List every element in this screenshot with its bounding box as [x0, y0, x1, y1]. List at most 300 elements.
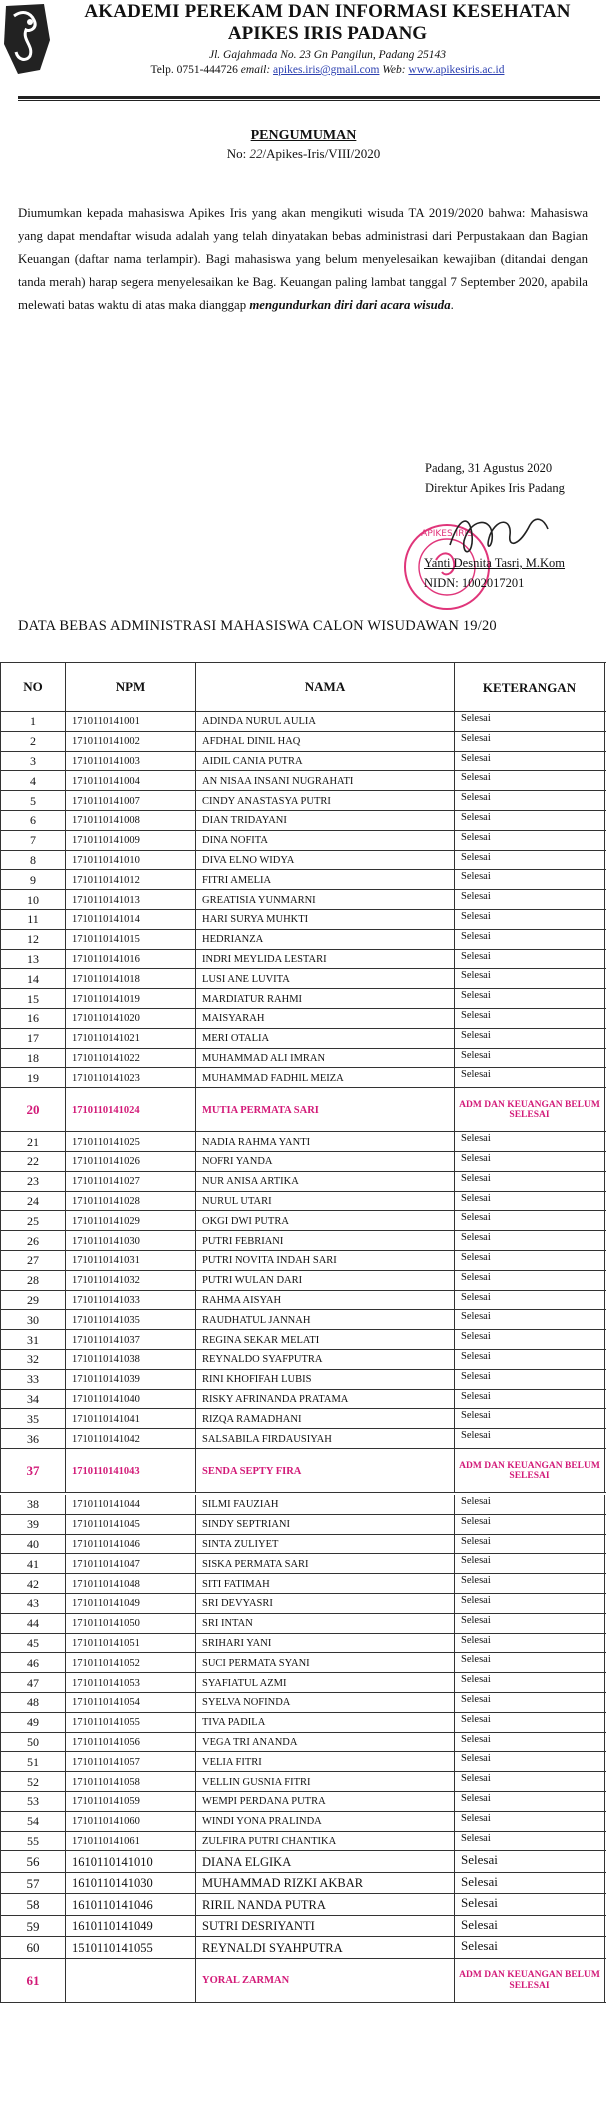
- cell-npm: 1710110141035: [66, 1310, 196, 1330]
- cell-keterangan: Selesai: [455, 1937, 605, 1959]
- table-row: [0, 930, 607, 950]
- cell-keterangan: Selesai: [455, 1772, 605, 1792]
- cell-keterangan: Selesai: [455, 1693, 605, 1713]
- cell-nama: DIVA ELNO WIDYA: [196, 851, 455, 871]
- cell-keterangan: Selesai: [455, 831, 605, 851]
- row-border: [0, 1492, 606, 1493]
- cell-keterangan: Selesai: [455, 989, 605, 1009]
- cell-npm: 1710110141041: [66, 1409, 196, 1429]
- cell-nama: DINA NOFITA: [196, 831, 455, 851]
- cell-no: 37: [0, 1449, 66, 1493]
- cell-nama: MUHAMMAD ALI IMRAN: [196, 1049, 455, 1069]
- cell-nama: MAISYARAH: [196, 1009, 455, 1029]
- cell-nama: YORAL ZARMAN: [196, 1959, 455, 2003]
- table-row: [0, 1495, 607, 1515]
- cell-no: 35: [0, 1409, 66, 1429]
- cell-nama: SALSABILA FIRDAUSIYAH: [196, 1429, 455, 1449]
- cell-nama: MERI OTALIA: [196, 1029, 455, 1049]
- announcement-title: PENGUMUMAN: [250, 128, 357, 143]
- table-row: [0, 1673, 607, 1693]
- cell-keterangan: Selesai: [455, 1851, 605, 1873]
- cell-npm: 1710110141037: [66, 1330, 196, 1350]
- table-row: [0, 989, 607, 1009]
- table-row: [0, 1653, 607, 1673]
- cell-no: 13: [0, 950, 66, 970]
- body-text: Diumumkan kepada mahasiswa Apikes Iris yang akan mengikuti wisuda TA 2019/2020 bahwa: Mahasiswa yang dapat mendaftar wisuda adalah yang telah dinyatakan bebas administrasi dari Perpustakaan dan Bagian Keuangan (daftar nama terlampir). Bagi mahasiswa yang belum menyelesaikan kewajiban (ditandai dengan tanda merah) harap segera menyelesaikan ke Bag. Keuangan paling lambat tanggal 7 September 2020, apabila melewati batas waktu di atas maka dianggap: [18, 206, 588, 312]
- table-row: [0, 1916, 607, 1938]
- cell-nama: RINI KHOFIFAH LUBIS: [196, 1370, 455, 1390]
- cell-keterangan: Selesai: [455, 1752, 605, 1772]
- table-row: [0, 1009, 607, 1029]
- cell-npm: 1710110141050: [66, 1614, 196, 1634]
- cell-npm: 1710110141018: [66, 969, 196, 989]
- cell-npm: 1710110141010: [66, 851, 196, 871]
- cell-no: 52: [0, 1772, 66, 1792]
- cell-npm: 1510110141055: [66, 1937, 196, 1959]
- table-row: [0, 1713, 607, 1733]
- table-row: [0, 791, 607, 811]
- cell-keterangan: Selesai: [455, 1152, 605, 1172]
- cell-no: 8: [0, 851, 66, 871]
- table-row: [0, 771, 607, 791]
- cell-nama: SRI INTAN: [196, 1614, 455, 1634]
- cell-nama: ZULFIRA PUTRI CHANTIKA: [196, 1832, 455, 1852]
- number-handwritten: 22: [249, 146, 263, 161]
- cell-nama: SINDY SEPTRIANI: [196, 1515, 455, 1535]
- cell-keterangan: Selesai: [455, 1673, 605, 1693]
- table-row: [0, 1752, 607, 1772]
- cell-npm: 1710110141056: [66, 1733, 196, 1753]
- cell-keterangan: Selesai: [455, 1832, 605, 1852]
- table-row: [0, 1310, 607, 1330]
- cell-keterangan: Selesai: [455, 1172, 605, 1192]
- cell-npm: 1710110141033: [66, 1291, 196, 1311]
- row-border: [0, 2002, 606, 2003]
- cell-nama: AFDHAL DINIL HAQ: [196, 732, 455, 752]
- cell-npm: [66, 1959, 196, 2003]
- cell-npm: 1710110141052: [66, 1653, 196, 1673]
- cell-npm: 1710110141020: [66, 1009, 196, 1029]
- cell-nama: RIRIL NANDA PUTRA: [196, 1894, 455, 1916]
- cell-npm: 1710110141045: [66, 1515, 196, 1535]
- table-row: [0, 1873, 607, 1895]
- signature-position: Direktur Apikes Iris Padang: [425, 481, 565, 495]
- cell-nama: SRI DEVYASRI: [196, 1594, 455, 1614]
- cell-no: 17: [0, 1029, 66, 1049]
- cell-nama: ADINDA NURUL AULIA: [196, 712, 455, 732]
- cell-no: 43: [0, 1594, 66, 1614]
- cell-nama: SENDA SEPTY FIRA: [196, 1449, 455, 1493]
- cell-nama: NOFRI YANDA: [196, 1152, 455, 1172]
- cell-keterangan: Selesai: [455, 890, 605, 910]
- table-row: [0, 1594, 607, 1614]
- letterhead-telp: Telp. 0751-444726: [150, 64, 238, 76]
- announcement-body: [18, 202, 588, 317]
- cell-no: 25: [0, 1211, 66, 1231]
- cell-npm: 1710110141058: [66, 1772, 196, 1792]
- cell-no: 54: [0, 1812, 66, 1832]
- table-row: [0, 1634, 607, 1654]
- table-row: [0, 1172, 607, 1192]
- table-row: [0, 1515, 607, 1535]
- cell-npm: NPM: [66, 662, 196, 712]
- cell-keterangan: KETERANGAN: [455, 662, 605, 712]
- cell-keterangan: Selesai: [455, 771, 605, 791]
- announcement-number: [0, 146, 607, 162]
- cell-keterangan: Selesai: [455, 1068, 605, 1088]
- cell-keterangan: Selesai: [455, 791, 605, 811]
- cell-keterangan: Selesai: [455, 1894, 605, 1916]
- cell-npm: 1710110141025: [66, 1132, 196, 1152]
- cell-nama: WINDI YONA PRALINDA: [196, 1812, 455, 1832]
- cell-no: 5: [0, 791, 66, 811]
- cell-keterangan: ADM DAN KEUANGAN BELUM SELESAI: [455, 1449, 605, 1493]
- cell-keterangan: Selesai: [455, 1812, 605, 1832]
- cell-no: 38: [0, 1495, 66, 1515]
- table-row: [0, 1832, 607, 1852]
- cell-nama: SISKA PERMATA SARI: [196, 1554, 455, 1574]
- cell-keterangan: Selesai: [455, 1495, 605, 1515]
- table-row: [0, 1429, 607, 1449]
- cell-npm: 1710110141030: [66, 1231, 196, 1251]
- cell-npm: 1710110141046: [66, 1535, 196, 1555]
- cell-keterangan: Selesai: [455, 1390, 605, 1410]
- number-suffix: /Apikes-Iris/VIII/2020: [262, 146, 381, 161]
- cell-keterangan: Selesai: [455, 1594, 605, 1614]
- cell-keterangan: Selesai: [455, 870, 605, 890]
- cell-npm: 1610110141049: [66, 1916, 196, 1938]
- cell-npm: 1710110141026: [66, 1152, 196, 1172]
- letterhead-address: Jl. Gajahmada No. 23 Gn Pangilun, Padang 25143: [208, 49, 447, 61]
- cell-no: 47: [0, 1673, 66, 1693]
- institution-logo-icon: [0, 0, 55, 78]
- cell-nama: NADIA RAHMA YANTI: [196, 1132, 455, 1152]
- cell-nama: MUHAMMAD FADHIL MEIZA: [196, 1068, 455, 1088]
- cell-nama: NAMA: [196, 662, 455, 712]
- cell-nama: SRIHARI YANI: [196, 1634, 455, 1654]
- cell-no: 18: [0, 1049, 66, 1069]
- letterhead-divider: [18, 96, 600, 99]
- cell-nama: CINDY ANASTASYA PUTRI: [196, 791, 455, 811]
- table-row: [0, 1535, 607, 1555]
- table-row: [0, 732, 607, 752]
- cell-npm: 1710110141047: [66, 1554, 196, 1574]
- cell-npm: 1710110141054: [66, 1693, 196, 1713]
- cell-no: 9: [0, 870, 66, 890]
- cell-npm: 1710110141060: [66, 1812, 196, 1832]
- table-row: [0, 1792, 607, 1812]
- letterhead-contacts: [48, 63, 607, 78]
- signature-nidn: NIDN: 1002017201: [424, 576, 525, 590]
- table-row: [0, 1192, 607, 1212]
- cell-nama: MARDIATUR RAHMI: [196, 989, 455, 1009]
- letterhead-web-label: Web:: [382, 64, 406, 76]
- cell-keterangan: Selesai: [455, 1792, 605, 1812]
- table-row: [0, 870, 607, 890]
- table-row: [0, 1574, 607, 1594]
- table-row: [0, 1693, 607, 1713]
- cell-keterangan: Selesai: [455, 1535, 605, 1555]
- cell-no: 7: [0, 831, 66, 851]
- table-row: [0, 1772, 607, 1792]
- cell-nama: VEGA TRI ANANDA: [196, 1733, 455, 1753]
- cell-no: 16: [0, 1009, 66, 1029]
- cell-keterangan: Selesai: [455, 712, 605, 732]
- cell-no: 32: [0, 1350, 66, 1370]
- cell-no: 4: [0, 771, 66, 791]
- cell-keterangan: Selesai: [455, 1370, 605, 1390]
- cell-npm: 1710110141055: [66, 1713, 196, 1733]
- cell-npm: 1710110141040: [66, 1390, 196, 1410]
- cell-keterangan: Selesai: [455, 1291, 605, 1311]
- table-row: [0, 1554, 607, 1574]
- cell-npm: 1710110141049: [66, 1594, 196, 1614]
- cell-npm: 1610110141046: [66, 1894, 196, 1916]
- cell-nama: FITRI AMELIA: [196, 870, 455, 890]
- cell-npm: 1710110141028: [66, 1192, 196, 1212]
- cell-no: 46: [0, 1653, 66, 1673]
- cell-nama: RAUDHATUL JANNAH: [196, 1310, 455, 1330]
- cell-no: 29: [0, 1291, 66, 1311]
- cell-npm: 1710110141051: [66, 1634, 196, 1654]
- table-header-row: [0, 662, 607, 712]
- cell-keterangan: Selesai: [455, 1132, 605, 1152]
- cell-keterangan: Selesai: [455, 1653, 605, 1673]
- cell-no: 20: [0, 1088, 66, 1132]
- cell-no: 53: [0, 1792, 66, 1812]
- table-row-unfinished: [0, 1088, 607, 1132]
- cell-keterangan: Selesai: [455, 1049, 605, 1069]
- cell-keterangan: Selesai: [455, 1029, 605, 1049]
- cell-npm: 1710110141031: [66, 1251, 196, 1271]
- cell-no: 39: [0, 1515, 66, 1535]
- cell-no: 15: [0, 989, 66, 1009]
- cell-npm: 1710110141002: [66, 732, 196, 752]
- cell-keterangan: Selesai: [455, 1429, 605, 1449]
- table-row: [0, 831, 607, 851]
- cell-keterangan: Selesai: [455, 1733, 605, 1753]
- cell-keterangan: Selesai: [455, 851, 605, 871]
- cell-npm: 1710110141008: [66, 811, 196, 831]
- letterhead-email-label: email:: [240, 64, 271, 76]
- cell-nama: DIAN TRIDAYANI: [196, 811, 455, 831]
- number-prefix: No:: [226, 146, 247, 161]
- cell-keterangan: Selesai: [455, 752, 605, 772]
- cell-keterangan: Selesai: [455, 1271, 605, 1291]
- cell-no: 57: [0, 1873, 66, 1895]
- cell-nama: REYNALDO SYAFPUTRA: [196, 1350, 455, 1370]
- cell-nama: RISKY AFRINANDA PRATAMA: [196, 1390, 455, 1410]
- cell-nama: VELIA FITRI: [196, 1752, 455, 1772]
- cell-keterangan: Selesai: [455, 1409, 605, 1429]
- cell-npm: 1710110141032: [66, 1271, 196, 1291]
- cell-no: NO: [0, 662, 66, 712]
- cell-no: 19: [0, 1068, 66, 1088]
- table-row-unfinished: [0, 1959, 607, 2003]
- cell-npm: 1710110141061: [66, 1832, 196, 1852]
- cell-no: 49: [0, 1713, 66, 1733]
- table-row: [0, 1937, 607, 1959]
- cell-no: 6: [0, 811, 66, 831]
- cell-npm: 1710110141059: [66, 1792, 196, 1812]
- cell-nama: RAHMA AISYAH: [196, 1291, 455, 1311]
- cell-npm: 1710110141053: [66, 1673, 196, 1693]
- cell-nama: OKGI DWI PUTRA: [196, 1211, 455, 1231]
- cell-npm: 1710110141044: [66, 1495, 196, 1515]
- cell-nama: PUTRI FEBRIANI: [196, 1231, 455, 1251]
- cell-keterangan: Selesai: [455, 1873, 605, 1895]
- letterhead: [48, 0, 607, 78]
- table-row: [0, 1068, 607, 1088]
- cell-npm: 1710110141004: [66, 771, 196, 791]
- cell-no: 41: [0, 1554, 66, 1574]
- cell-no: 33: [0, 1370, 66, 1390]
- cell-no: 24: [0, 1192, 66, 1212]
- cell-keterangan: Selesai: [455, 1574, 605, 1594]
- cell-no: 27: [0, 1251, 66, 1271]
- cell-keterangan: ADM DAN KEUANGAN BELUM SELESAI: [455, 1088, 605, 1132]
- cell-nama: GREATISIA YUNMARNI: [196, 890, 455, 910]
- table-row: [0, 1851, 607, 1873]
- table-row: [0, 1251, 607, 1271]
- cell-npm: 1710110141003: [66, 752, 196, 772]
- cell-nama: HEDRIANZA: [196, 930, 455, 950]
- cell-no: 12: [0, 930, 66, 950]
- table-title: DATA BEBAS ADMINISTRASI MAHASISWA CALON WISUDAWAN 19/20: [18, 618, 497, 634]
- cell-npm: 1710110141029: [66, 1211, 196, 1231]
- letterhead-web-link[interactable]: www.apikesiris.ac.id: [408, 64, 505, 76]
- cell-no: 42: [0, 1574, 66, 1594]
- cell-keterangan: Selesai: [455, 1310, 605, 1330]
- cell-npm: 1610110141030: [66, 1873, 196, 1895]
- table-row: [0, 1390, 607, 1410]
- cell-nama: SYAFIATUL AZMI: [196, 1673, 455, 1693]
- cell-npm: 1710110141039: [66, 1370, 196, 1390]
- cell-no: 26: [0, 1231, 66, 1251]
- cell-keterangan: Selesai: [455, 1192, 605, 1212]
- cell-keterangan: Selesai: [455, 1330, 605, 1350]
- signature-name: Yanti Desnita Tasri, M.Kom: [424, 556, 566, 570]
- table-row: [0, 1409, 607, 1429]
- cell-keterangan: Selesai: [455, 811, 605, 831]
- letterhead-email-link[interactable]: apikes.iris@gmail.com: [273, 64, 380, 76]
- table-row: [0, 1049, 607, 1069]
- cell-nama: SITI FATIMAH: [196, 1574, 455, 1594]
- cell-nama: HARI SURYA MUHKTI: [196, 910, 455, 930]
- cell-no: 60: [0, 1937, 66, 1959]
- table-row: [0, 1370, 607, 1390]
- letterhead-institution-name: AKADEMI PEREKAM DAN INFORMASI KESEHATAN: [84, 1, 571, 22]
- cell-nama: REGINA SEKAR MELATI: [196, 1330, 455, 1350]
- table-row: [0, 1271, 607, 1291]
- cell-nama: MUHAMMAD RIZKI AKBAR: [196, 1873, 455, 1895]
- cell-npm: 1710110141012: [66, 870, 196, 890]
- cell-npm: 1710110141038: [66, 1350, 196, 1370]
- cell-nama: PUTRI NOVITA INDAH SARI: [196, 1251, 455, 1271]
- cell-nama: WEMPI PERDANA PUTRA: [196, 1792, 455, 1812]
- cell-npm: 1710110141027: [66, 1172, 196, 1192]
- table-row: [0, 969, 607, 989]
- cell-keterangan: ADM DAN KEUANGAN BELUM SELESAI: [455, 1959, 605, 2003]
- cell-no: 1: [0, 712, 66, 732]
- cell-no: 2: [0, 732, 66, 752]
- cell-no: 14: [0, 969, 66, 989]
- cell-npm: 1710110141057: [66, 1752, 196, 1772]
- cell-npm: 1710110141043: [66, 1449, 196, 1493]
- cell-nama: INDRI MEYLIDA LESTARI: [196, 950, 455, 970]
- cell-npm: 1710110141015: [66, 930, 196, 950]
- cell-nama: MUTIA PERMATA SARI: [196, 1088, 455, 1132]
- cell-nama: AIDIL CANIA PUTRA: [196, 752, 455, 772]
- cell-npm: 1710110141042: [66, 1429, 196, 1449]
- cell-nama: RIZQA RAMADHANI: [196, 1409, 455, 1429]
- cell-no: 56: [0, 1851, 66, 1873]
- cell-nama: SYELVA NOFINDA: [196, 1693, 455, 1713]
- table-row: [0, 851, 607, 871]
- cell-no: 44: [0, 1614, 66, 1634]
- cell-no: 3: [0, 752, 66, 772]
- letterhead-institution-short: APIKES IRIS PADANG: [227, 23, 428, 44]
- cell-keterangan: Selesai: [455, 1009, 605, 1029]
- cell-no: 48: [0, 1693, 66, 1713]
- cell-nama: DIANA ELGIKA: [196, 1851, 455, 1873]
- cell-npm: 1710110141022: [66, 1049, 196, 1069]
- cell-npm: 1710110141009: [66, 831, 196, 851]
- cell-nama: TIVA PADILA: [196, 1713, 455, 1733]
- cell-nama: NURUL UTARI: [196, 1192, 455, 1212]
- table-row: [0, 1894, 607, 1916]
- cell-npm: 1710110141021: [66, 1029, 196, 1049]
- cell-npm: 1710110141007: [66, 791, 196, 811]
- cell-no: 28: [0, 1271, 66, 1291]
- cell-no: 40: [0, 1535, 66, 1555]
- cell-no: 59: [0, 1916, 66, 1938]
- table-row: [0, 1812, 607, 1832]
- cell-no: 50: [0, 1733, 66, 1753]
- table-row: [0, 712, 607, 732]
- cell-keterangan: Selesai: [455, 1251, 605, 1271]
- cell-keterangan: Selesai: [455, 1211, 605, 1231]
- table-row: [0, 910, 607, 930]
- table-row: [0, 1152, 607, 1172]
- cell-keterangan: Selesai: [455, 732, 605, 752]
- cell-no: 34: [0, 1390, 66, 1410]
- cell-nama: PUTRI WULAN DARI: [196, 1271, 455, 1291]
- cell-npm: 1610110141010: [66, 1851, 196, 1873]
- table-row: [0, 752, 607, 772]
- cell-no: 10: [0, 890, 66, 910]
- table-row: [0, 1291, 607, 1311]
- body-end: .: [450, 298, 454, 312]
- cell-nama: NUR ANISA ARTIKA: [196, 1172, 455, 1192]
- cell-no: 23: [0, 1172, 66, 1192]
- table-row: [0, 1350, 607, 1370]
- cell-keterangan: Selesai: [455, 930, 605, 950]
- table-row: [0, 811, 607, 831]
- cell-keterangan: Selesai: [455, 969, 605, 989]
- cell-keterangan: Selesai: [455, 910, 605, 930]
- table-row: [0, 890, 607, 910]
- cell-no: 31: [0, 1330, 66, 1350]
- cell-npm: 1710110141016: [66, 950, 196, 970]
- cell-no: 11: [0, 910, 66, 930]
- cell-nama: VELLIN GUSNIA FITRI: [196, 1772, 455, 1792]
- cell-keterangan: Selesai: [455, 1634, 605, 1654]
- table-row: [0, 950, 607, 970]
- stamp-text: APIKES IRIS: [421, 529, 473, 539]
- cell-keterangan: Selesai: [455, 1916, 605, 1938]
- body-emphasis: mengundurkan diri dari acara wisuda: [249, 298, 451, 312]
